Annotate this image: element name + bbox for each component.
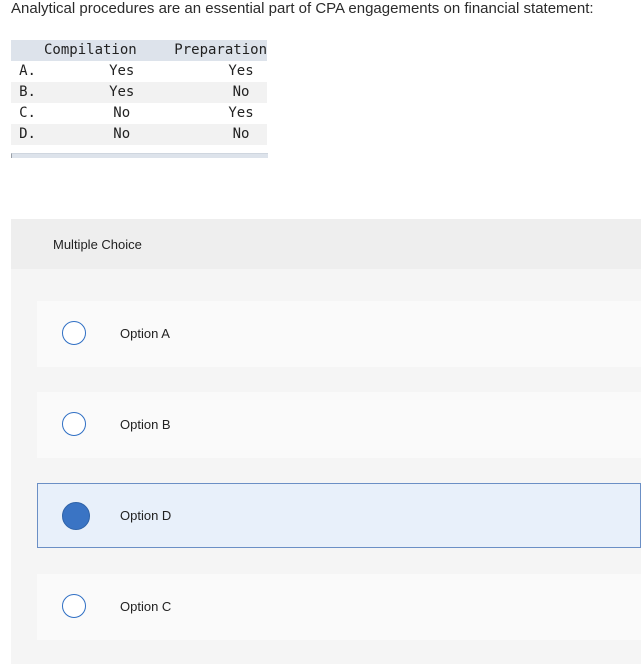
option-label: Option D (120, 508, 172, 523)
row-compilation (44, 103, 141, 124)
radio-selected-icon[interactable] (62, 502, 90, 530)
option-b[interactable] (37, 392, 641, 458)
table-header-row (11, 40, 267, 61)
preparation-value: No (232, 84, 250, 100)
option-d[interactable] (37, 483, 641, 548)
option-a[interactable] (37, 301, 641, 367)
row-letter: B. (11, 82, 44, 103)
compilation-value: No (113, 105, 131, 121)
radio-unselected-icon[interactable] (62, 594, 86, 618)
preparation-value: Yes (228, 63, 254, 79)
table-row (11, 82, 267, 103)
row-letter: C. (19, 105, 36, 121)
multiple-choice-header (11, 219, 641, 269)
compilation-value: Yes (109, 84, 135, 100)
compilation-value: Yes (109, 63, 135, 79)
table-row (11, 61, 267, 82)
table-row (11, 103, 267, 124)
table-header-preparation: Preparation (141, 40, 267, 61)
question-text: Analytical procedures are an essential part of CPA engagements on financial statement: (11, 0, 594, 17)
radio-unselected-icon[interactable] (62, 412, 86, 436)
row-letter: A. (19, 63, 36, 79)
row-compilation (44, 82, 141, 103)
row-preparation (141, 61, 267, 82)
row-compilation (44, 61, 141, 82)
radio-unselected-icon[interactable] (62, 321, 86, 345)
row-letter: D. (11, 124, 44, 145)
multiple-choice-panel (11, 219, 641, 664)
option-label: Option A (120, 326, 170, 341)
table-row (11, 124, 267, 145)
table-header-compilation: Compilation (44, 40, 141, 61)
row-preparation (141, 82, 267, 103)
answer-choices-table (11, 40, 267, 145)
option-label: Option B (120, 417, 171, 432)
row-compilation (44, 124, 141, 145)
table-bottom-border (11, 153, 268, 158)
table-header-blank (11, 40, 44, 61)
option-label: Option C (120, 599, 172, 614)
preparation-value: No (232, 126, 250, 142)
preparation-value: Yes (228, 105, 254, 121)
row-preparation (141, 124, 267, 145)
row-preparation (141, 103, 267, 124)
multiple-choice-label: Multiple Choice (53, 237, 142, 252)
compilation-value: No (113, 126, 131, 142)
option-c[interactable] (37, 574, 641, 640)
